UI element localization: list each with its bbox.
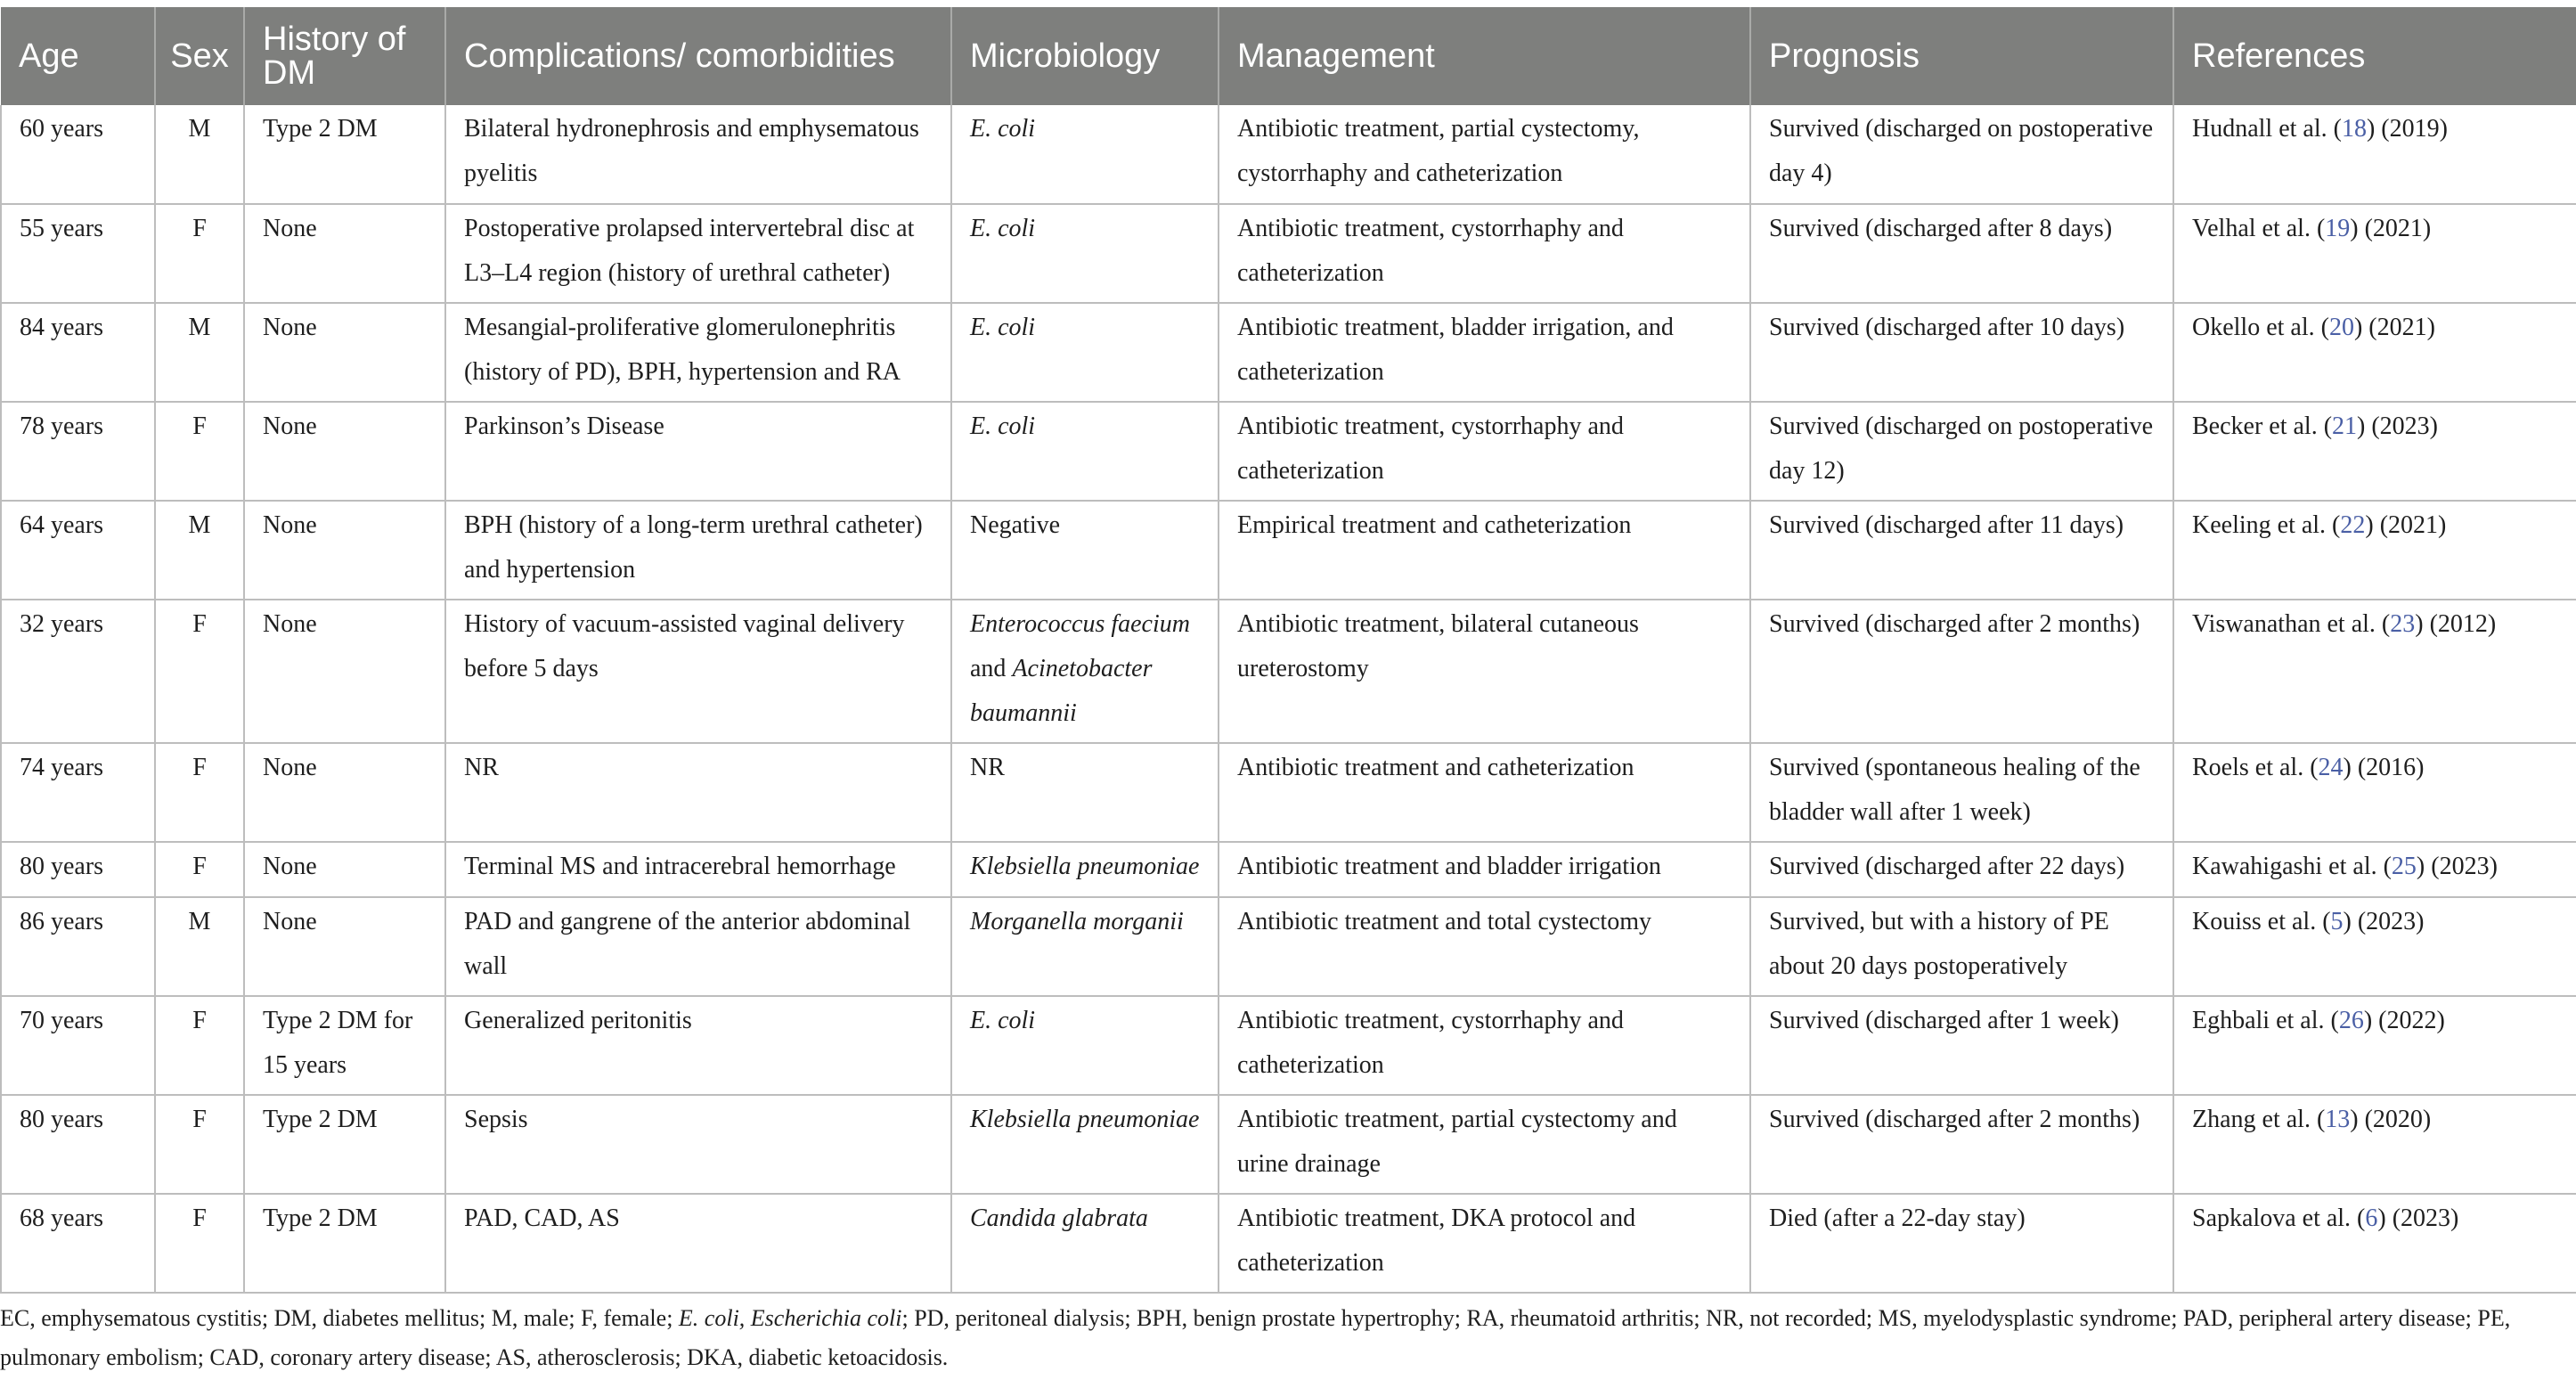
microbe-name: E. coli — [970, 412, 1036, 440]
cell-sex: F — [155, 842, 244, 897]
header-references: References — [2173, 7, 2576, 105]
ref-author: Sapkalova et al. ( — [2192, 1204, 2366, 1232]
cell-dm: Type 2 DM — [244, 1095, 445, 1194]
ref-link[interactable]: 6 — [2365, 1204, 2378, 1232]
cell-age: 64 years — [1, 501, 155, 600]
cell-management: Antibiotic treatment and bladder irrigation — [1219, 842, 1750, 897]
cell-dm: Type 2 DM — [244, 105, 445, 204]
table-row — [1, 842, 2576, 897]
ref-year: ) (2021) — [2353, 314, 2435, 341]
microbe-name: E. coli — [970, 314, 1036, 341]
ref-link[interactable]: 19 — [2325, 215, 2351, 242]
cell-prognosis: Survived (discharged after 10 days) — [1750, 303, 2173, 402]
ref-link[interactable]: 18 — [2341, 115, 2367, 143]
table-header — [1, 7, 2576, 105]
cell-reference — [2173, 743, 2576, 842]
cell-prognosis: Survived (discharged after 1 week) — [1750, 996, 2173, 1095]
cell-microbiology — [951, 303, 1219, 402]
cell-complications: Mesangial-proliferative glomerulonephritis (history of PD), BPH, hypertension and RA — [445, 303, 951, 402]
microbe-conjunction: and — [970, 655, 1007, 682]
ref-year: ) (2021) — [2365, 511, 2447, 539]
cell-reference — [2173, 996, 2576, 1095]
cell-age: 78 years — [1, 402, 155, 501]
ref-link[interactable]: 20 — [2328, 314, 2354, 341]
cell-age: 60 years — [1, 105, 155, 204]
cell-dm: None — [244, 501, 445, 600]
microbe-name: Acinetobacter baumannii — [970, 655, 1153, 727]
cell-reference — [2173, 600, 2576, 743]
ref-year: ) (2023) — [2343, 908, 2425, 935]
cell-microbiology — [951, 996, 1219, 1095]
cell-management: Antibiotic treatment and catheterization — [1219, 743, 1750, 842]
cell-sex: M — [155, 501, 244, 600]
cell-management: Antibiotic treatment, cystorrhaphy and catheterization — [1219, 996, 1750, 1095]
cell-prognosis: Survived (discharged after 8 days) — [1750, 204, 2173, 303]
table-row — [1, 743, 2576, 842]
ref-author: Becker et al. ( — [2192, 412, 2333, 440]
cell-management: Antibiotic treatment, bladder irrigation, and catheterization — [1219, 303, 1750, 402]
ref-author: Viswanathan et al. ( — [2192, 610, 2391, 638]
cell-microbiology — [951, 1194, 1219, 1293]
microbe-name: Klebsiella pneumoniae — [970, 853, 1200, 880]
table-row — [1, 996, 2576, 1095]
cell-microbiology — [951, 402, 1219, 501]
ref-year: ) (2023) — [2377, 1204, 2459, 1232]
header-prognosis: Prognosis — [1750, 7, 2173, 105]
cell-prognosis: Died (after a 22-day stay) — [1750, 1194, 2173, 1293]
cell-management: Antibiotic treatment and total cystectomy — [1219, 897, 1750, 996]
cell-prognosis: Survived (discharged on postoperative day 4) — [1750, 105, 2173, 204]
cell-management: Antibiotic treatment, cystorrhaphy and catheterization — [1219, 204, 1750, 303]
cell-microbiology — [951, 600, 1219, 743]
table-row — [1, 1194, 2576, 1293]
ref-link[interactable]: 25 — [2391, 853, 2417, 880]
cell-dm: Type 2 DM for 15 years — [244, 996, 445, 1095]
cell-age: 74 years — [1, 743, 155, 842]
cell-management: Antibiotic treatment, cystorrhaphy and catheterization — [1219, 402, 1750, 501]
cell-sex: F — [155, 743, 244, 842]
table-row — [1, 402, 2576, 501]
ref-year: ) (2023) — [2357, 412, 2439, 440]
table-row — [1, 303, 2576, 402]
table-row — [1, 501, 2576, 600]
ref-link[interactable]: 24 — [2318, 754, 2344, 781]
cell-microbiology: Negative — [951, 501, 1219, 600]
table-row — [1, 105, 2576, 204]
ref-author: Hudnall et al. ( — [2192, 115, 2342, 143]
cell-sex: M — [155, 105, 244, 204]
cell-reference — [2173, 303, 2576, 402]
microbe-name: Klebsiella pneumoniae — [970, 1106, 1200, 1133]
cell-reference — [2173, 204, 2576, 303]
cell-reference — [2173, 402, 2576, 501]
cell-age: 84 years — [1, 303, 155, 402]
cell-prognosis: Survived, but with a history of PE about 20 days postoperatively — [1750, 897, 2173, 996]
microbe-name: Candida glabrata — [970, 1204, 1148, 1232]
ref-author: Velhal et al. ( — [2192, 215, 2326, 242]
microbe-name: Enterococcus faecium — [970, 610, 1190, 638]
cell-management: Empirical treatment and catheterization — [1219, 501, 1750, 600]
cell-complications: BPH (history of a long-term urethral catheter) and hypertension — [445, 501, 951, 600]
cell-complications: Sepsis — [445, 1095, 951, 1194]
ref-link[interactable]: 5 — [2330, 908, 2344, 935]
ref-year: ) (2022) — [2363, 1007, 2445, 1034]
cell-reference — [2173, 105, 2576, 204]
ref-link[interactable]: 23 — [2390, 610, 2416, 638]
cell-sex: M — [155, 897, 244, 996]
cell-management: Antibiotic treatment, partial cystectomy and urine drainage — [1219, 1095, 1750, 1194]
cell-sex: F — [155, 996, 244, 1095]
header-age: Age — [1, 7, 155, 105]
table-row — [1, 897, 2576, 996]
cell-reference — [2173, 1095, 2576, 1194]
cell-dm: None — [244, 897, 445, 996]
cell-complications: Postoperative prolapsed intervertebral disc at L3–L4 region (history of urethral catheter) — [445, 204, 951, 303]
cell-complications: History of vacuum-assisted vaginal delivery before 5 days — [445, 600, 951, 743]
header-complications: Complications/ comorbidities — [445, 7, 951, 105]
cell-complications: Generalized peritonitis — [445, 996, 951, 1095]
ref-year: ) (2019) — [2366, 115, 2448, 143]
cell-age: 70 years — [1, 996, 155, 1095]
cell-prognosis: Survived (discharged on postoperative day 12) — [1750, 402, 2173, 501]
cell-age: 80 years — [1, 842, 155, 897]
microbe-name: Morganella morganii — [970, 908, 1184, 935]
ref-link[interactable]: 26 — [2338, 1007, 2364, 1034]
cell-complications: PAD, CAD, AS — [445, 1194, 951, 1293]
header-history-dm-line2: DM — [263, 54, 316, 92]
cell-microbiology — [951, 105, 1219, 204]
ref-year: ) (2021) — [2350, 215, 2432, 242]
cell-age: 55 years — [1, 204, 155, 303]
cell-prognosis: Survived (discharged after 2 months) — [1750, 600, 2173, 743]
ref-author: Kouiss et al. ( — [2192, 908, 2331, 935]
cell-reference — [2173, 897, 2576, 996]
header-history-dm-line1: History of — [263, 20, 406, 58]
cell-microbiology — [951, 897, 1219, 996]
cell-management: Antibiotic treatment, partial cystectomy, cystorrhaphy and catheterization — [1219, 105, 1750, 204]
cell-sex: F — [155, 1194, 244, 1293]
cell-complications: NR — [445, 743, 951, 842]
cell-microbiology — [951, 1095, 1219, 1194]
cell-dm: None — [244, 842, 445, 897]
cell-dm: Type 2 DM — [244, 1194, 445, 1293]
cell-management: Antibiotic treatment, DKA protocol and catheterization — [1219, 1194, 1750, 1293]
ref-author: Keeling et al. ( — [2192, 511, 2341, 539]
cell-prognosis: Survived (discharged after 2 months) — [1750, 1095, 2173, 1194]
ref-author: Okello et al. ( — [2192, 314, 2329, 341]
microbe-name: E. coli — [970, 215, 1036, 242]
ref-year: ) (2012) — [2415, 610, 2497, 638]
ref-year: ) (2016) — [2343, 754, 2425, 781]
cell-dm: None — [244, 303, 445, 402]
header-row — [1, 7, 2576, 105]
case-reports-table — [0, 7, 2576, 1294]
microbe-name: E. coli — [970, 1007, 1036, 1034]
cell-sex: F — [155, 402, 244, 501]
cell-complications: Terminal MS and intracerebral hemorrhage — [445, 842, 951, 897]
cell-reference — [2173, 1194, 2576, 1293]
ref-author: Kawahigashi et al. ( — [2192, 853, 2392, 880]
table-row — [1, 204, 2576, 303]
table-footnote — [0, 1299, 2565, 1377]
cell-sex: F — [155, 1095, 244, 1194]
cell-microbiology — [951, 204, 1219, 303]
cell-prognosis: Survived (discharged after 11 days) — [1750, 501, 2173, 600]
cell-dm: None — [244, 204, 445, 303]
cell-age: 68 years — [1, 1194, 155, 1293]
cell-dm: None — [244, 743, 445, 842]
header-history-dm — [244, 7, 445, 105]
cell-dm: None — [244, 402, 445, 501]
footnote-italic: E. coli, Escherichia coli — [678, 1305, 902, 1331]
header-management: Management — [1219, 7, 1750, 105]
cell-reference — [2173, 842, 2576, 897]
cell-microbiology: NR — [951, 743, 1219, 842]
ref-link[interactable]: 21 — [2332, 412, 2358, 440]
ref-author: Roels et al. ( — [2192, 754, 2319, 781]
table-body — [1, 105, 2576, 1293]
cell-sex: M — [155, 303, 244, 402]
cell-complications: PAD and gangrene of the anterior abdominal wall — [445, 897, 951, 996]
cell-prognosis: Survived (discharged after 22 days) — [1750, 842, 2173, 897]
ref-author: Zhang et al. ( — [2192, 1106, 2326, 1133]
footnote-part2: ; PD, peritoneal dialysis; BPH, benign prostate hypertrophy; RA, rheumatoid arthritis; NR, not recorded; MS, myelodysplastic syndrome; PAD, peripheral artery disease; PE, pulmonary embolism; CAD, coronary artery disease; AS, atherosclerosis; DKA, diabetic ketoacidosis. — [0, 1305, 2511, 1370]
ref-author: Eghbali et al. ( — [2192, 1007, 2339, 1034]
cell-age: 80 years — [1, 1095, 155, 1194]
cell-microbiology — [951, 842, 1219, 897]
cell-reference — [2173, 501, 2576, 600]
cell-management: Antibiotic treatment, bilateral cutaneous ureterostomy — [1219, 600, 1750, 743]
cell-prognosis: Survived (spontaneous healing of the bladder wall after 1 week) — [1750, 743, 2173, 842]
ref-link[interactable]: 22 — [2340, 511, 2366, 539]
header-sex: Sex — [155, 7, 244, 105]
ref-link[interactable]: 13 — [2325, 1106, 2351, 1133]
cell-age: 86 years — [1, 897, 155, 996]
footnote-part1: EC, emphysematous cystitis; DM, diabetes mellitus; M, male; F, female; — [0, 1305, 679, 1331]
ref-year: ) (2020) — [2350, 1106, 2432, 1133]
table-row — [1, 1095, 2576, 1194]
cell-complications: Parkinson’s Disease — [445, 402, 951, 501]
cell-dm: None — [244, 600, 445, 743]
header-microbiology: Microbiology — [951, 7, 1219, 105]
microbe-name: E. coli — [970, 115, 1036, 143]
cell-complications: Bilateral hydronephrosis and emphysematous pyelitis — [445, 105, 951, 204]
cell-sex: F — [155, 204, 244, 303]
ref-year: ) (2023) — [2416, 853, 2498, 880]
table-row — [1, 600, 2576, 743]
cell-age: 32 years — [1, 600, 155, 743]
cell-sex: F — [155, 600, 244, 743]
